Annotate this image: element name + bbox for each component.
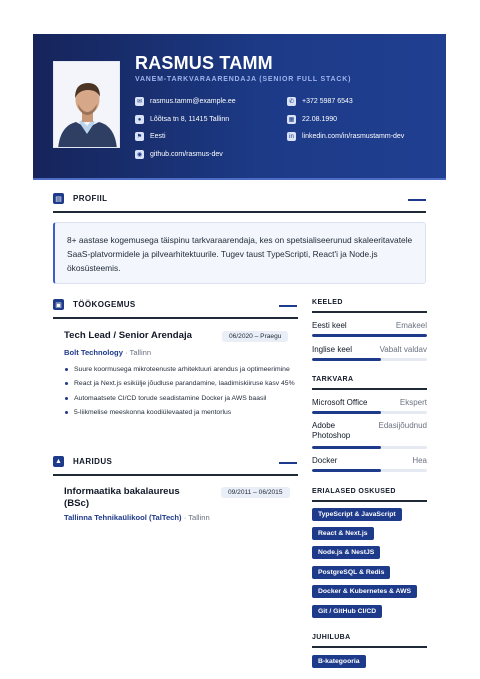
- list-item: Suure koormusega mikroteenuste arhitektuuri arendus ja optimeerimine: [64, 364, 300, 375]
- profile-heading: PROFIIL: [73, 194, 108, 203]
- tool-bar: [312, 446, 427, 449]
- experience-section-header: [53, 299, 136, 310]
- candidate-title: VANEM-TARKVARAARENDAJA (SENIOR FULL STACK): [135, 76, 352, 83]
- language-name: Eesti keel: [312, 321, 347, 330]
- skill-tag: PostgreSQL & Redis: [312, 566, 390, 579]
- tool-bar: [312, 411, 427, 414]
- document-icon: ▤: [53, 193, 64, 204]
- job-bullets: [64, 364, 300, 422]
- contact-birthdate: ▦ 22.08.1990: [288, 116, 338, 123]
- tool-name: Adobe Photoshop: [312, 421, 351, 440]
- education-heading: HARIDUS: [73, 457, 113, 466]
- cv-header: [33, 34, 446, 180]
- github-icon: ◉: [136, 151, 143, 158]
- skill-tag: Node.js & NestJS: [312, 546, 380, 559]
- language-bar: [312, 358, 427, 361]
- language-name: Inglise keel: [312, 345, 353, 354]
- education-date: 09/2011 – 06/2015: [221, 487, 290, 498]
- section-divider: [53, 317, 298, 319]
- contact-linkedin[interactable]: in linkedin.com/in/rasmustamm-dev: [287, 132, 404, 141]
- job-date: 06/2020 – Praegu: [222, 331, 288, 342]
- section-divider: [312, 388, 427, 390]
- job-company: Bolt Technology · Tallinn: [64, 348, 152, 357]
- list-item: 5-liikmelise meeskonna koodiülevaated ja mentorlus: [64, 407, 300, 418]
- calendar-icon: ▦: [288, 116, 295, 123]
- candidate-name: RASMUS TAMM: [135, 53, 273, 73]
- job-title: Tech Lead / Senior Arendaja: [64, 330, 192, 341]
- contact-address: ● Lõõtsa tn 8, 11415 Tallinn: [135, 115, 229, 124]
- license-heading: JUHILUBA: [312, 634, 351, 641]
- section-accent-line: [408, 199, 426, 201]
- contact-phone[interactable]: ✆ +372 5987 6543: [288, 98, 353, 105]
- contact-country: ⚑ Eesti: [136, 133, 166, 140]
- section-divider: [53, 474, 298, 476]
- skill-tag: Git / GitHub CI/CD: [312, 605, 382, 618]
- section-divider: [53, 211, 426, 213]
- tools-heading: TARKVARA: [312, 376, 354, 383]
- skill-tag: Docker & Kubernetes & AWS: [312, 585, 417, 598]
- briefcase-icon: ▣: [53, 299, 64, 310]
- section-accent-line: [279, 462, 297, 464]
- person-portrait-icon: [54, 62, 120, 148]
- language-level: Emakeel: [395, 321, 427, 330]
- email-icon: ✉: [136, 98, 143, 105]
- graduation-cap-icon: ▲: [53, 456, 64, 467]
- list-item: React ja Next.js esikülje jõudluse parandamine, laadimiskiiruse kasv 45%: [64, 378, 300, 389]
- profile-photo: [53, 61, 120, 148]
- tool-level: Ekspert: [399, 398, 427, 407]
- tool-level: Edasijõudnud: [378, 421, 427, 430]
- skill-tag: TypeScript & JavaScript: [312, 508, 402, 521]
- skills-heading: ERIALASED OSKUSED: [312, 488, 396, 495]
- phone-icon: ✆: [288, 98, 295, 105]
- location-pin-icon: ●: [135, 115, 144, 124]
- profile-text: 8+ aastase kogemusega täispinu tarkvaraarendaja, kes on spetsialiseerunud skaleeritavatele SaaS-platvormidele ja pilvearhitektuurile. Tugev taust TypeScripti, React'i ja Node.js ökosüsteemis.: [67, 235, 413, 273]
- section-divider: [312, 311, 427, 313]
- education-degree: Informaatika bakalaureus (BSc): [64, 486, 180, 509]
- tool-name: Docker: [312, 456, 338, 465]
- language-bar: [312, 334, 427, 337]
- experience-heading: TÖÖKOGEMUS: [73, 300, 136, 309]
- section-divider: [312, 646, 427, 648]
- section-divider: [312, 500, 427, 502]
- languages-heading: KEELED: [312, 299, 343, 306]
- contact-email[interactable]: ✉ rasmus.tamm@example.ee: [136, 98, 236, 105]
- skill-tag: React & Next.js: [312, 527, 374, 540]
- list-item: Automaatsete CI/CD torude seadistamine Docker ja AWS baasil: [64, 393, 300, 404]
- language-level: Vabalt valdav: [379, 345, 427, 354]
- linkedin-icon: in: [287, 132, 296, 141]
- section-accent-line: [279, 305, 297, 307]
- tool-name: Microsoft Office: [312, 398, 368, 407]
- education-school: Tallinna Tehnikaülikool (TalTech) · Tallinn: [64, 513, 210, 522]
- tool-bar: [312, 469, 427, 472]
- profile-box: [53, 222, 426, 284]
- education-section-header: [53, 456, 112, 467]
- tool-level: Hea: [412, 456, 427, 465]
- contact-github[interactable]: ◉ github.com/rasmus-dev: [136, 151, 223, 158]
- profile-section-header: [53, 193, 107, 204]
- license-tag: B-kategooria: [312, 655, 366, 668]
- flag-icon: ⚑: [136, 133, 143, 140]
